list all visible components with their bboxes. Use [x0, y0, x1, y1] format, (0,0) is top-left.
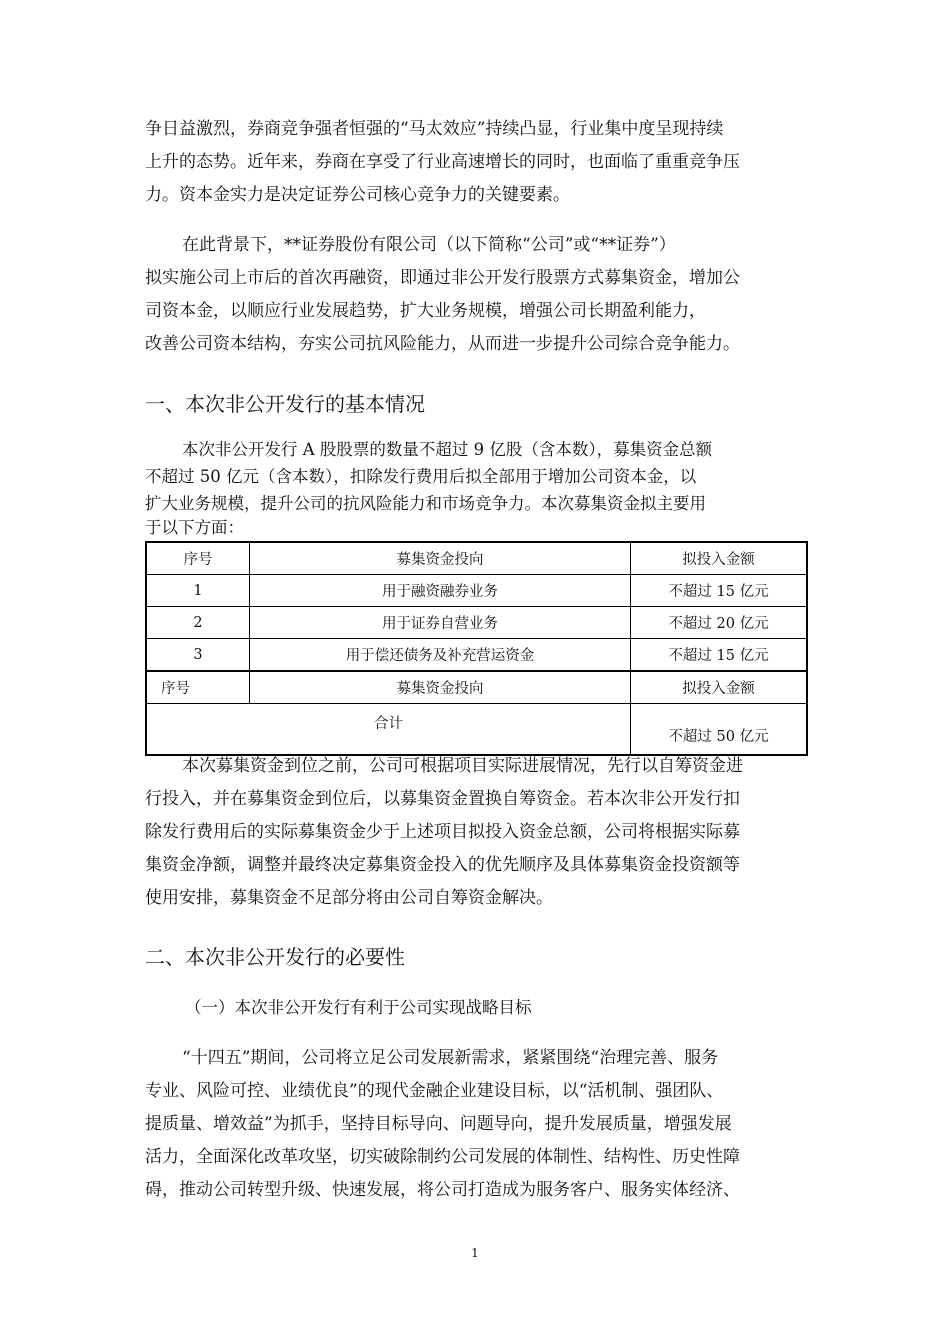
table-row	[146, 607, 807, 639]
table-cell: 不超过 15 亿元	[631, 639, 808, 672]
table-cell: 2	[146, 607, 250, 639]
background-line-4: 改善公司资本结构，夯实公司抗风险能力，从而进一步提升公司综合竞争能力。	[145, 334, 740, 354]
table-cell: 不超过 20 亿元	[631, 607, 808, 639]
section1-line-4: 于以下方面：	[145, 518, 244, 537]
section1-heading: 一、本次非公开发行的基本情况	[145, 392, 425, 416]
section1-after-line-3: 除发行费用后的实际募集资金少于上述项目拟投入资金总额，公司将根据实际募	[145, 822, 740, 842]
table-header-cell: 募集资金投向	[250, 671, 631, 704]
table-header-row	[146, 542, 807, 575]
table-row	[146, 639, 807, 672]
table-cell: 不超过 15 亿元	[631, 575, 808, 607]
table-row	[146, 575, 807, 607]
table-header-cell: 序号	[146, 671, 250, 704]
table-cell: 用于证券自营业务	[250, 607, 631, 639]
table-total-value: 不超过 50 亿元	[631, 704, 808, 756]
intro-line-3: 力。资本金实力是决定证券公司核心竞争力的关键要素。	[145, 185, 570, 205]
background-line-3: 司资本金，以顺应行业发展趋势，扩大业务规模，增强公司长期盈利能力，	[145, 301, 706, 321]
table-cell: 3	[146, 639, 250, 672]
intro-line-2: 上升的态势。近年来，券商在享受了行业高速增长的同时，也面临了重重竞争压	[145, 152, 740, 172]
table-repeat-header-row	[146, 671, 807, 704]
page-number: 1	[471, 1246, 479, 1260]
table-cell: 1	[146, 575, 250, 607]
background-line-1: 在此背景下，**证券股份有限公司（以下简称“公司”或“**证券”）	[182, 235, 676, 255]
table-cell: 用于融资融券业务	[250, 575, 631, 607]
section2-line-2: 专业、风险可控、业绩优良”的现代金融企业建设目标，以“活机制、强团队、	[145, 1081, 724, 1101]
section2-line-3: 提质量、增效益”为抓手，坚持目标导向、问题导向，提升发展质量，增强发展	[145, 1114, 732, 1134]
table-total-label: 合计	[146, 704, 631, 756]
section1-after-line-1: 本次募集资金到位之前，公司可根据项目实际进展情况，先行以自筹资金进	[182, 756, 743, 776]
section2-heading: 二、本次非公开发行的必要性	[145, 945, 405, 969]
section2-line-5: 碍，推动公司转型升级、快速发展，将公司打造成为服务客户、服务实体经济、	[145, 1180, 740, 1200]
background-line-2: 拟实施公司上市后的首次再融资，即通过非公开发行股票方式募集资金，增加公	[145, 268, 740, 288]
table-header-cell: 拟投入金额	[631, 671, 808, 704]
intro-line-1: 争日益激烈，券商竞争强者恒强的“马太效应”持续凸显，行业集中度呈现持续	[145, 119, 724, 139]
section2-line-1: “十四五”期间，公司将立足公司发展新需求，紧紧围绕“治理完善、服务	[182, 1048, 719, 1068]
table-header-cell: 序号	[146, 542, 250, 575]
section2-subheading: （一）本次非公开发行有利于公司实现战略目标	[185, 998, 532, 1017]
table-cell: 用于偿还债务及补充营运资金	[250, 639, 631, 672]
section1-after-line-5: 使用安排，募集资金不足部分将由公司自筹资金解决。	[145, 888, 553, 908]
table-total-row	[146, 704, 807, 756]
fund-allocation-table	[145, 541, 808, 756]
section1-after-line-2: 行投入，并在募集资金到位后，以募集资金置换自筹资金。若本次非公开发行扣	[145, 789, 740, 809]
table-header-cell: 拟投入金额	[631, 542, 808, 575]
section1-line-3: 扩大业务规模，提升公司的抗风险能力和市场竞争力。本次募集资金拟主要用	[145, 494, 706, 513]
section1-line-2: 不超过 50 亿元（含本数），扣除发行费用后拟全部用于增加公司资本金，以	[145, 467, 697, 486]
section2-line-4: 活力，全面深化改革攻坚，切实破除制约公司发展的体制性、结构性、历史性障	[145, 1147, 740, 1167]
table-header-cell: 募集资金投向	[250, 542, 631, 575]
section1-after-line-4: 集资金净额，调整并最终决定募集资金投入的优先顺序及具体募集资金投资额等	[145, 855, 740, 875]
section1-line-1: 本次非公开发行 A 股股票的数量不超过 9 亿股（含本数），募集资金总额	[182, 440, 713, 459]
